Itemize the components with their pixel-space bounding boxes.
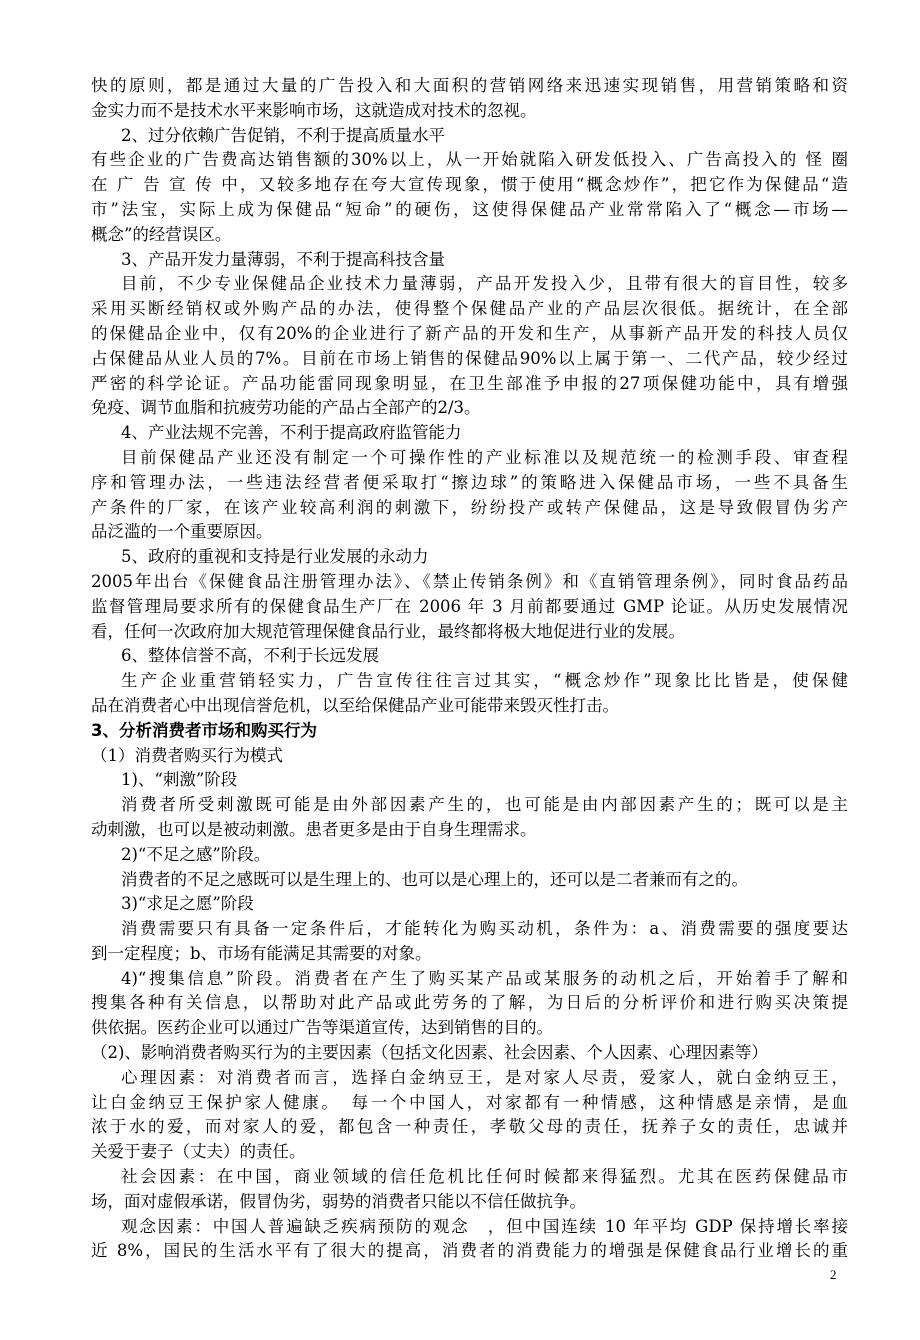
text-line: 监督管理局要求所有的保健食品生产厂在 2006 年 3 月前都要通过 GMP 论证。从历史发展情况 (91, 596, 848, 616)
text-line: 5、政府的重视和支持是行业发展的永动力 (121, 547, 429, 567)
text-line: 3、产品开发力量薄弱，不利于提高科技含量 (121, 249, 445, 269)
text-line: 市”法宝，实际上成为保健品“短命”的硬伤，这使得保健品产业常常陷入了“概念—市场— (91, 199, 848, 219)
text-line: 4、产业法规不完善，不利于提高政府监管能力 (121, 423, 462, 443)
text-line: 严密的科学论证。产品功能雷同现象明显，在卫生部准予申报的27项保健功能中，具有增强 (91, 373, 848, 393)
text-line: 关爱于妻子（丈夫）的责任。 (91, 1142, 306, 1162)
text-line: 近 8%，国民的生活水平有了很大的提高，消费者的消费能力的增强是保健食品行业增长的重 (91, 1241, 848, 1261)
text-line: 供依据。医药企业可以通过广告等渠道宣传，达到销售的目的。 (91, 1018, 553, 1038)
text-line: 消费者的不足之感既可以是生理上的、也可以是心理上的，还可以是二者兼而有之的。 (121, 869, 748, 889)
text-line: 到一定程度；b、市场有能满足其需要的对象。 (91, 943, 432, 963)
text-line: 2005年出台《保健食品注册管理办法》、《禁止传销条例》和《直销管理条例》，同时食品药品 (91, 571, 848, 591)
text-line: 生产企业重营销轻实力，广告宣传往往言过其实，“概念炒作”现象比比皆是，使保健 (121, 671, 848, 691)
text-line: 概念”的经营误区。 (91, 224, 232, 244)
text-line: 产条件的厂家，在该产业较高利润的刺激下，纷纷投产或转产保健品，这是导致假冒伪劣产 (91, 497, 848, 517)
text-line: 3)“求足之愿”阶段 (121, 894, 254, 914)
text-line: 在 广 告 宣 传 中，又较多地存在夸大宣传现象，惯于使用“概念炒作”，把它作为保健品“造 (91, 175, 848, 195)
text-line: 看，任何一次政府加大规范管理保健食品行业，最终都将极大地促进行业的发展。 (91, 621, 685, 641)
text-line: 让白金纳豆王保护家人健康。 每一个中国人，对家都有一种情感，这种情感是亲情，是血 (91, 1092, 848, 1112)
text-line: 搜集各种有关信息，以帮助对此产品或此劳务的了解，为日后的分析评价和进行购买决策提 (91, 993, 848, 1013)
text-line: 场，面对虚假承诺，假冒伪劣，弱势的消费者只能以不信任做抗争。 (91, 1191, 586, 1211)
text-line: 品在消费者心中出现信誉危机，以至给保健品产业可能带来毁灭性打击。 (91, 695, 619, 715)
text-line: 2、过分依赖广告促销，不利于提高质量水平 (121, 125, 445, 145)
text-line: 品泛滥的一个重要原因。 (91, 522, 273, 542)
text-line: 有些企业的广告费高达销售额的30%以上，从一开始就陷入研发低投入、广告高投入的 怪 圈 (91, 150, 848, 170)
text-line: 目前保健品产业还没有制定一个可操作性的产业标准以及规范统一的检测手段、审查程 (121, 447, 848, 467)
text-line: （2)、影响消费者购买行为的主要因素（包括文化因素、社会因素、个人因素、心理因素等） (91, 1043, 768, 1063)
text-line: 社会因素：在中国，商业领域的信任危机比任何时候都来得猛烈。尤其在医药保健品市 (121, 1167, 848, 1187)
text-line: 金实力而不是技术水平来影响市场，这就造成对技术的忽视。 (91, 100, 537, 120)
text-line: 心理因素：对消费者而言，选择白金纳豆王，是对家人尽责，爱家人，就白金纳豆王， (121, 1067, 848, 1087)
text-line: 快的原则，都是通过大量的广告投入和大面积的营销网络来迅速实现销售，用营销策略和资 (91, 76, 848, 95)
page-number: 2 (830, 1267, 837, 1282)
document-body (91, 74, 848, 1264)
text-line: 2)“不足之感”阶段。 (121, 844, 271, 864)
text-line: 占保健品从业人员的7%。目前在市场上销售的保健品90%以上属于第一、二代产品，较少经过 (91, 348, 848, 368)
text-line: 6、整体信誉不高，不利于长远发展 (121, 646, 379, 666)
text-line: 的保健品企业中，仅有20%的企业进行了新产品的开发和生产，从事新产品开发的科技人员仅 (91, 323, 848, 343)
text-line: 浓于水的爱，而对家人的爱，都包含一种责任，孝敬父母的责任，抚养子女的责任，忠诚并 (91, 1117, 848, 1137)
text-line: 免疫、调节血脂和抗疲劳功能的产品占全部产的2/3。 (91, 398, 481, 418)
text-line: 消费者所受刺激既可能是由外部因素产生的，也可能是由内部因素产生的；既可以是主 (121, 795, 848, 815)
text-line: 动刺激，也可以是被动刺激。患者更多是由于自身生理需求。 (91, 819, 537, 839)
text-line: 3、分析消费者市场和购买行为 (91, 720, 317, 740)
text-line: 4)“搜集信息”阶段。消费者在产生了购买某产品或某服务的动机之后，开始着手了解和 (121, 968, 848, 988)
text-line: 消费需要只有具备一定条件后，才能转化为购买动机，条件为：a、消费需要的强度要达 (121, 919, 848, 939)
text-line: 1)、“刺激”阶段 (121, 770, 238, 790)
text-line: 序和管理办法，一些违法经营者便采取打“擦边球”的策略进入保健品市场，一些不具备生 (91, 472, 848, 492)
text-line: 观念因素：中国人普遍缺乏疾病预防的观念 ，但中国连续 10 年平均 GDP 保持增长率接 (121, 1216, 848, 1236)
text-line: 目前，不少专业保健品企业技术力量薄弱，产品开发投入少，且带有很大的盲目性，较多 (121, 274, 848, 294)
text-line: 采用买断经销权或外购产品的办法，使得整个保健品产业的产品层次很低。据统计，在全部 (91, 299, 848, 319)
text-line: （1）消费者购买行为模式 (91, 745, 283, 765)
